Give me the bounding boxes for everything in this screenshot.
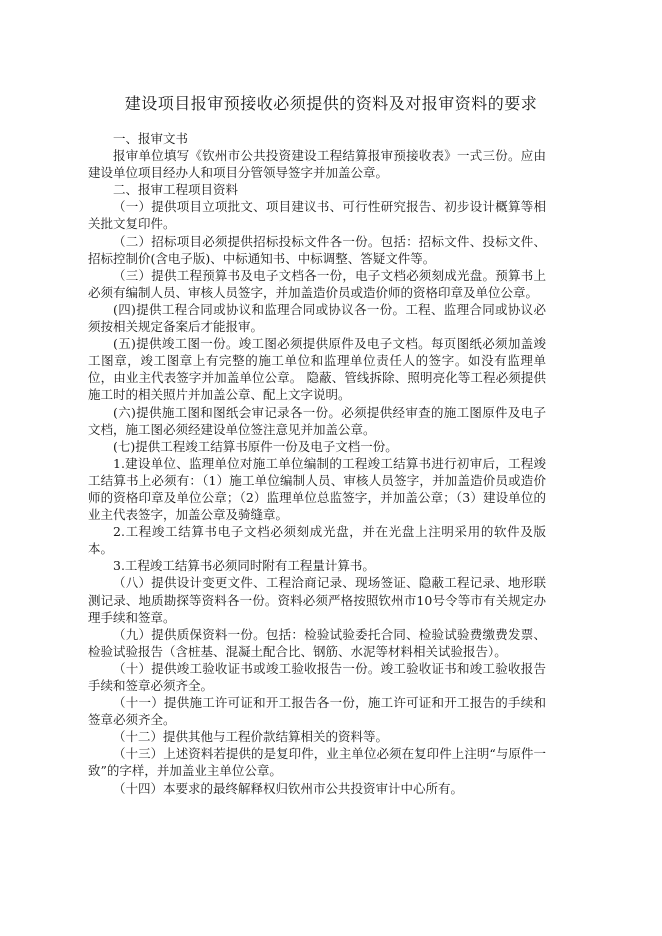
body-paragraph: （三）提供工程预算书及电子文档各一份，电子文档必须刻成光盘。预算书上必须有编制人员、审核人员签字，并加盖造价员或造价师的资格印章及单位公章。 [88,267,546,300]
body-paragraph: （八）提供设计变更文件、工程洽商记录、现场签证、隐蔽工程记录、地形联测记录、地质勘探等资料各一份。资料必须严格按照钦州市10号令等市有关规定办理手续和签章。 [88,575,546,625]
body-paragraph: 3.工程竣工结算书必须同时附有工程量计算书。 [113,558,375,574]
body-paragraph: （十二）提供其他与工程价款结算相关的资料等。 [113,729,389,745]
body-paragraph: （十三）上述资料若提供的是复印件，业主单位必须在复印件上注明“与原件一致”的字样，并加盖业主单位公章。 [88,746,546,779]
body-paragraph: (六)提供施工图和图纸会审记录各一份。必须提供经审查的施工图原件及电子文档，施工图必须经建设单位签注意见并加盖公章。 [88,404,546,437]
section-heading: 二、报审工程项目资料 [113,182,239,198]
body-paragraph: 报审单位填写《钦州市公共投资建设工程结算报审预接收表》一式三份。应由建设单位项目经办人和项目分管领导签字并加盖公章。 [88,148,546,181]
document-body [88,130,546,797]
body-paragraph: （九）提供质保资料一份。包括：检验试验委托合同、检验试验费缴费发票、检验试验报告（含桩基、混凝土配合比、钢筋、水泥等材料相关试验报告）。 [88,626,546,659]
body-paragraph: 1.建设单位、监理单位对施工单位编制的工程竣工结算书进行初审后，工程竣工结算书上必须有：（1）施工单位编制人员、审核人员签字，并加盖造价员或造价师的资格印章及单位公章；（2）监理单位总监签字，并加盖公章；（3）建设单位的业主代表签字，加盖公章及骑缝章。 [88,455,546,523]
body-paragraph: （十）提供竣工验收证书或竣工验收报告一份。竣工验收证书和竣工验收报告手续和签章必须齐全。 [88,660,546,693]
section-heading: 一、报审文书 [113,131,189,146]
document-title: 建设项目报审预接收必须提供的资料及对报审资料的要求 [124,94,538,113]
body-paragraph: （十四）本要求的最终解释权归钦州市公共投资审计中心所有。 [113,780,464,796]
body-paragraph: (七)提供工程竣工结算书原件一份及电子文档一份。 [113,438,398,454]
body-paragraph: （十一）提供施工许可证和开工报告各一份，施工许可证和开工报告的手续和签章必须齐全。 [88,695,546,728]
body-paragraph: (五)提供竣工图一份。竣工图必须提供原件及电子文档。每页图纸必须加盖竣工图章，竣工图章上有完整的施工单位和监理单位责任人的签字。如没有监理单位，由业主代表签字并加盖单位公章。 隐蔽、管线拆除、照明亮化等工程必须提供施工时的相关照片并加盖公章、配上文字说明。 [88,336,546,403]
body-paragraph: (四)提供工程合同或协议和监理合同或协议各一份。工程、监理合同或协议必须按相关规定备案后才能报审。 [88,301,546,335]
body-paragraph: 2.工程竣工结算书电子文档必须刻成光盘，并在光盘上注明采用的软件及版本。 [88,524,546,557]
body-paragraph: （一）提供项目立项批文、项目建议书、可行性研究报告、初步设计概算等相关批文复印件。 [88,199,546,232]
body-paragraph: （二）招标项目必须提供招标投标文件各一份。包括：招标文件、投标文件、招标控制价(含电子版)、中标通知书、中标调整、答疑文件等。 [88,233,546,266]
